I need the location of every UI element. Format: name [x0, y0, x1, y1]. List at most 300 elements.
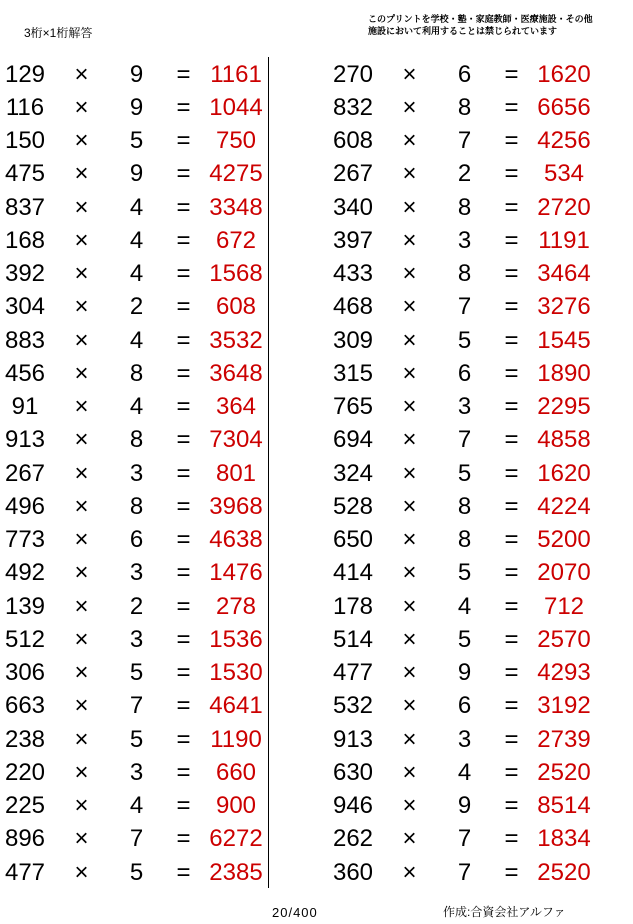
usage-notice: [368, 13, 593, 37]
left-problem-column: [0, 58, 272, 889]
multiplier: 9: [457, 792, 472, 819]
times-sign: ×: [402, 160, 417, 188]
author-credit: 作成:合資会社アルファ: [443, 905, 566, 919]
multiplicand: 324: [332, 459, 374, 487]
multiplier: 9: [129, 93, 144, 121]
multiplicand: 267: [332, 160, 374, 188]
times-sign: ×: [402, 60, 417, 88]
problem-row: [0, 124, 272, 157]
multiplier: 3: [129, 758, 144, 786]
times-sign: ×: [402, 293, 417, 321]
answer: 4275: [209, 160, 263, 188]
multiplicand: 309: [332, 326, 374, 354]
answer: 712: [543, 592, 585, 620]
answer: 1834: [537, 825, 591, 853]
problem-row: [0, 423, 272, 456]
multiplicand: 456: [4, 359, 46, 387]
multiplicand: 178: [332, 592, 374, 620]
problem-row: [0, 756, 272, 789]
problem-row: [0, 590, 272, 623]
multiplier: 8: [129, 492, 144, 520]
answer: 1620: [537, 459, 591, 487]
problem-row: [0, 157, 272, 190]
problem-row: [328, 423, 600, 456]
equals-sign: =: [504, 825, 519, 853]
problem-row: [0, 257, 272, 290]
times-sign: ×: [74, 260, 89, 287]
equals-sign: =: [176, 93, 191, 121]
problem-row: [0, 490, 272, 523]
multiplier: 6: [129, 526, 144, 553]
answer: 2520: [537, 858, 591, 886]
multiplicand: 492: [4, 559, 46, 587]
answer: 8514: [537, 792, 591, 819]
problem-row: [328, 689, 600, 722]
problem-row: [0, 822, 272, 855]
multiplicand: 512: [4, 625, 46, 653]
times-sign: ×: [402, 792, 417, 819]
multiplicand: 608: [332, 127, 374, 154]
problem-row: [0, 689, 272, 722]
equals-sign: =: [504, 692, 519, 720]
times-sign: ×: [402, 825, 417, 853]
times-sign: ×: [74, 659, 89, 686]
problem-row: [328, 58, 600, 91]
problem-row: [328, 623, 600, 656]
equals-sign: =: [176, 459, 191, 487]
answer: 1536: [209, 625, 263, 653]
equals-sign: =: [504, 659, 519, 686]
times-sign: ×: [402, 692, 417, 720]
answer: 2295: [537, 393, 591, 420]
multiplicand: 315: [332, 359, 374, 387]
equals-sign: =: [176, 758, 191, 786]
times-sign: ×: [402, 426, 417, 454]
answer: 1161: [210, 60, 262, 88]
multiplicand: 663: [4, 692, 46, 720]
multiplier: 2: [129, 592, 144, 620]
equals-sign: =: [504, 193, 519, 221]
answer: 1568: [209, 260, 263, 287]
times-sign: ×: [74, 193, 89, 221]
equals-sign: =: [176, 725, 191, 753]
answer: 4293: [537, 659, 591, 686]
times-sign: ×: [74, 792, 89, 819]
times-sign: ×: [402, 226, 417, 254]
multiplier: 5: [129, 858, 144, 886]
times-sign: ×: [74, 127, 89, 154]
problem-row: [0, 523, 272, 556]
problem-row: [0, 224, 272, 257]
times-sign: ×: [74, 526, 89, 553]
problem-row: [0, 789, 272, 822]
equals-sign: =: [504, 526, 519, 553]
answer: 4224: [537, 492, 591, 520]
equals-sign: =: [176, 559, 191, 587]
multiplicand: 360: [332, 858, 374, 886]
usage-notice-line-1: このプリントを学校・塾・家庭教師・医療施設・その他: [368, 14, 593, 24]
multiplier: 5: [457, 459, 472, 487]
equals-sign: =: [504, 426, 519, 454]
multiplier: 6: [457, 692, 472, 720]
multiplicand: 477: [4, 858, 46, 886]
problem-row: [328, 756, 600, 789]
times-sign: ×: [74, 326, 89, 354]
times-sign: ×: [74, 60, 89, 88]
answer: 7304: [209, 426, 263, 454]
answer: 1044: [209, 93, 263, 121]
answer: 3348: [209, 193, 263, 221]
equals-sign: =: [504, 160, 519, 188]
multiplier: 7: [457, 293, 472, 321]
multiplier: 4: [129, 326, 144, 354]
answer: 3276: [537, 293, 591, 321]
multiplier: 9: [129, 160, 144, 188]
answer: 278: [215, 592, 257, 620]
multiplier: 8: [457, 260, 472, 287]
multiplier: 7: [129, 692, 144, 720]
multiplier: 3: [457, 393, 472, 420]
multiplicand: 528: [332, 492, 374, 520]
problem-row: [328, 590, 600, 623]
answer: 3648: [209, 359, 263, 387]
answer: 1190: [210, 725, 262, 753]
answer: 3532: [209, 326, 263, 354]
times-sign: ×: [74, 492, 89, 520]
multiplier: 7: [457, 127, 472, 154]
answer: 6656: [537, 93, 591, 121]
answer: 608: [215, 293, 257, 321]
equals-sign: =: [504, 293, 519, 321]
multiplicand: 832: [332, 93, 374, 121]
multiplicand: 150: [4, 127, 46, 154]
times-sign: ×: [402, 526, 417, 553]
times-sign: ×: [74, 93, 89, 121]
problem-row: [328, 324, 600, 357]
equals-sign: =: [176, 659, 191, 686]
answer: 1476: [209, 559, 263, 587]
multiplier: 4: [129, 792, 144, 819]
answer: 1890: [537, 359, 591, 387]
problem-row: [328, 390, 600, 423]
times-sign: ×: [402, 93, 417, 121]
equals-sign: =: [176, 825, 191, 853]
equals-sign: =: [504, 625, 519, 653]
problem-row: [0, 723, 272, 756]
multiplicand: 392: [4, 260, 46, 287]
equals-sign: =: [504, 127, 519, 154]
answer: 2720: [537, 193, 591, 221]
equals-sign: =: [504, 792, 519, 819]
multiplier: 7: [457, 858, 472, 886]
times-sign: ×: [402, 127, 417, 154]
problem-row: [0, 191, 272, 224]
multiplicand: 496: [4, 492, 46, 520]
answer: 5200: [537, 526, 591, 553]
problem-row: [328, 457, 600, 490]
multiplier: 2: [129, 293, 144, 321]
multiplier: 5: [457, 326, 472, 354]
multiplier: 8: [457, 492, 472, 520]
problem-row: [328, 556, 600, 589]
times-sign: ×: [402, 459, 417, 487]
answer: 4858: [537, 426, 591, 454]
multiplicand: 514: [332, 625, 374, 653]
answer: 534: [543, 160, 585, 188]
equals-sign: =: [504, 359, 519, 387]
answer: 801: [215, 459, 257, 487]
problem-row: [328, 224, 600, 257]
multiplicand: 340: [332, 193, 374, 221]
problem-row: [328, 191, 600, 224]
answer: 660: [215, 758, 257, 786]
multiplier: 4: [129, 226, 144, 254]
equals-sign: =: [504, 559, 519, 587]
equals-sign: =: [176, 792, 191, 819]
answer: 2070: [537, 559, 591, 587]
equals-sign: =: [504, 858, 519, 886]
multiplicand: 650: [332, 526, 374, 553]
problem-row: [0, 623, 272, 656]
problem-row: [0, 556, 272, 589]
multiplier: 5: [457, 559, 472, 587]
times-sign: ×: [402, 725, 417, 753]
equals-sign: =: [176, 858, 191, 886]
times-sign: ×: [402, 559, 417, 587]
times-sign: ×: [402, 659, 417, 686]
equals-sign: =: [176, 293, 191, 321]
multiplier: 3: [457, 226, 472, 254]
multiplier: 3: [457, 725, 472, 753]
multiplier: 9: [457, 659, 472, 686]
problem-row: [0, 390, 272, 423]
problem-row: [328, 91, 600, 124]
times-sign: ×: [402, 359, 417, 387]
answer: 1620: [537, 60, 591, 88]
problem-row: [328, 490, 600, 523]
problem-row: [0, 290, 272, 323]
answer: 4641: [209, 692, 263, 720]
equals-sign: =: [504, 492, 519, 520]
multiplier: 6: [457, 60, 472, 88]
multiplier: 6: [457, 359, 472, 387]
times-sign: ×: [74, 160, 89, 188]
times-sign: ×: [74, 725, 89, 753]
answer: 3968: [209, 492, 263, 520]
equals-sign: =: [504, 758, 519, 786]
problem-row: [328, 656, 600, 689]
multiplier: 7: [457, 825, 472, 853]
equals-sign: =: [176, 60, 191, 88]
answer: 2385: [209, 858, 263, 886]
multiplicand: 414: [332, 559, 374, 587]
multiplicand: 913: [4, 426, 46, 454]
times-sign: ×: [402, 260, 417, 287]
multiplicand: 896: [4, 825, 46, 853]
multiplier: 5: [129, 659, 144, 686]
times-sign: ×: [402, 858, 417, 886]
multiplier: 5: [129, 127, 144, 154]
equals-sign: =: [176, 326, 191, 354]
problem-row: [328, 290, 600, 323]
times-sign: ×: [74, 692, 89, 720]
multiplier: 3: [129, 459, 144, 487]
times-sign: ×: [74, 359, 89, 387]
equals-sign: =: [176, 359, 191, 387]
multiplicand: 270: [332, 60, 374, 88]
equals-sign: =: [504, 93, 519, 121]
equals-sign: =: [504, 725, 519, 753]
multiplier: 4: [457, 592, 472, 620]
times-sign: ×: [74, 592, 89, 620]
equals-sign: =: [176, 692, 191, 720]
problem-row: [328, 822, 600, 855]
multiplicand: 129: [4, 60, 46, 88]
multiplier: 3: [129, 625, 144, 653]
times-sign: ×: [402, 492, 417, 520]
multiplier: 8: [457, 93, 472, 121]
problem-row: [328, 789, 600, 822]
equals-sign: =: [176, 260, 191, 287]
times-sign: ×: [74, 226, 89, 254]
equals-sign: =: [176, 492, 191, 520]
problem-row: [0, 58, 272, 91]
times-sign: ×: [74, 293, 89, 321]
multiplicand: 91: [11, 393, 39, 420]
equals-sign: =: [504, 592, 519, 620]
multiplicand: 433: [332, 260, 374, 287]
worksheet-title: 3桁×1桁解答: [24, 26, 93, 40]
answer: 3464: [537, 260, 591, 287]
equals-sign: =: [504, 60, 519, 88]
multiplicand: 694: [332, 426, 374, 454]
times-sign: ×: [74, 393, 89, 420]
multiplicand: 397: [332, 226, 374, 254]
problem-row: [0, 457, 272, 490]
answer: 672: [215, 226, 257, 254]
multiplicand: 946: [332, 792, 374, 819]
times-sign: ×: [74, 825, 89, 853]
answer: 6272: [209, 825, 263, 853]
equals-sign: =: [504, 393, 519, 420]
equals-sign: =: [176, 127, 191, 154]
equals-sign: =: [176, 193, 191, 221]
multiplicand: 238: [4, 725, 46, 753]
multiplier: 8: [129, 426, 144, 454]
multiplier: 7: [457, 426, 472, 454]
multiplier: 4: [129, 260, 144, 287]
multiplier: 2: [457, 160, 472, 188]
multiplicand: 267: [4, 459, 46, 487]
answer: 750: [215, 127, 257, 154]
multiplicand: 532: [332, 692, 374, 720]
answer: 4638: [209, 526, 263, 553]
equals-sign: =: [504, 260, 519, 287]
answer: 364: [215, 393, 257, 420]
multiplicand: 262: [332, 825, 374, 853]
multiplicand: 306: [4, 659, 46, 686]
multiplicand: 773: [4, 526, 46, 553]
multiplier: 8: [457, 193, 472, 221]
problem-row: [328, 856, 600, 889]
times-sign: ×: [402, 393, 417, 420]
equals-sign: =: [176, 426, 191, 454]
equals-sign: =: [504, 226, 519, 254]
usage-notice-line-2: 施設において利用することは禁じられています: [368, 26, 558, 36]
multiplicand: 116: [5, 93, 45, 121]
problem-row: [328, 357, 600, 390]
multiplicand: 168: [4, 226, 46, 254]
problem-row: [328, 157, 600, 190]
multiplier: 5: [457, 625, 472, 653]
multiplicand: 139: [4, 592, 46, 620]
times-sign: ×: [402, 625, 417, 653]
right-problem-column: [328, 58, 600, 889]
times-sign: ×: [402, 592, 417, 620]
multiplier: 5: [129, 725, 144, 753]
equals-sign: =: [176, 226, 191, 254]
multiplicand: 468: [332, 293, 374, 321]
answer: 3192: [537, 692, 591, 720]
equals-sign: =: [176, 625, 191, 653]
multiplier: 7: [129, 825, 144, 853]
problem-row: [0, 656, 272, 689]
multiplicand: 220: [4, 758, 46, 786]
equals-sign: =: [176, 393, 191, 420]
problem-row: [328, 257, 600, 290]
answer: 2570: [537, 625, 591, 653]
multiplicand: 477: [332, 659, 374, 686]
answer: 1191: [538, 226, 590, 254]
problem-row: [0, 856, 272, 889]
multiplicand: 837: [4, 193, 46, 221]
problem-row: [328, 124, 600, 157]
times-sign: ×: [74, 559, 89, 587]
multiplier: 4: [129, 193, 144, 221]
times-sign: ×: [74, 758, 89, 786]
times-sign: ×: [74, 459, 89, 487]
problem-row: [328, 523, 600, 556]
multiplicand: 225: [4, 792, 46, 819]
problem-row: [0, 324, 272, 357]
answer: 2739: [537, 725, 591, 753]
problem-row: [0, 91, 272, 124]
multiplier: 4: [129, 393, 144, 420]
equals-sign: =: [176, 592, 191, 620]
multiplicand: 765: [332, 393, 374, 420]
answer: 2520: [537, 758, 591, 786]
times-sign: ×: [74, 625, 89, 653]
multiplier: 3: [129, 559, 144, 587]
multiplicand: 913: [332, 725, 374, 753]
problem-row: [0, 357, 272, 390]
answer: 1545: [537, 326, 591, 354]
times-sign: ×: [402, 193, 417, 221]
multiplier: 8: [457, 526, 472, 553]
times-sign: ×: [74, 426, 89, 454]
answer: 4256: [537, 127, 591, 154]
answer: 1530: [209, 659, 263, 686]
times-sign: ×: [402, 758, 417, 786]
problem-row: [328, 723, 600, 756]
times-sign: ×: [74, 858, 89, 886]
multiplicand: 304: [4, 293, 46, 321]
multiplicand: 883: [4, 326, 46, 354]
multiplier: 8: [129, 359, 144, 387]
multiplier: 4: [457, 758, 472, 786]
equals-sign: =: [504, 459, 519, 487]
multiplicand: 475: [4, 160, 46, 188]
